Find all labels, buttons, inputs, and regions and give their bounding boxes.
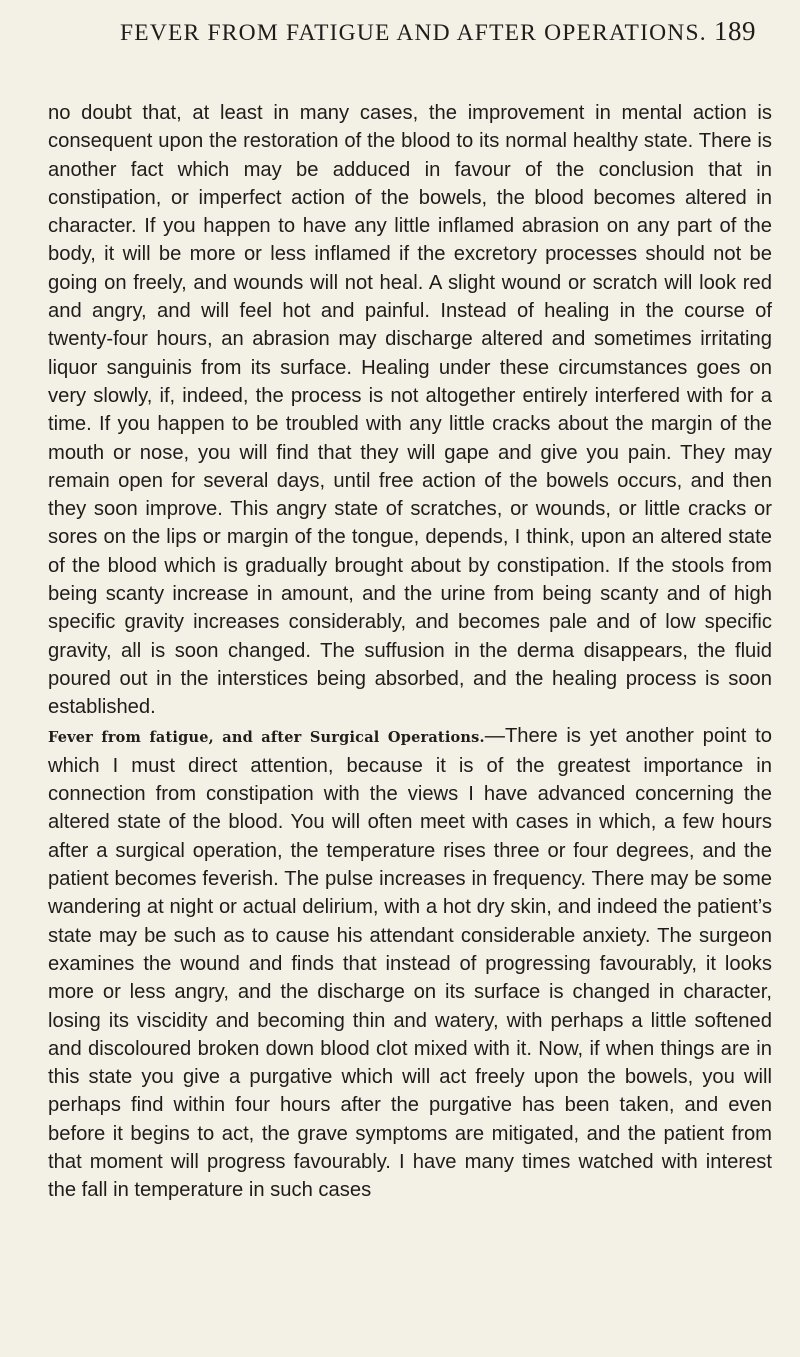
page-number: 189 <box>714 16 756 46</box>
section-heading: Fever from fatigue, and after Surgical Operations. <box>48 728 485 746</box>
paragraph-1: no doubt that, at least in many cases, the improvement in mental action is consequent upon the restoration of the blood to its normal healthy state. There is another fact which may be adduced in favour of the conclusion that in constipation, or imperfect action of the bowels, the blood becomes altered in character. If you happen to have any little inflamed abrasion on any part of the body, it will be more or less inflamed if the excretory processes should not be going on freely, and wounds will not heal. A slight wound or scratch will look red and angry, and will feel hot and painful. Instead of healing in the course of twenty-four hours, an abrasion may discharge altered and sometimes irritating liquor sanguinis from its surface. Healing under these circumstances goes on very slowly, if, indeed, the process is not altogether entirely interfered with for a time. If you happen to be troubled with any little cracks about the margin of the mouth or nose, you will find that they will gape and give you pain. They may remain open for several days, until free action of the bowels occurs, and then they soon improve. This angry state of scratches, or wounds, or little cracks or sores on the lips or margin of the tongue, depends, I think, upon an altered state of the blood which is gradually brought about by constipation. If the stools from being scanty increase in amount, and the urine from being scanty and of high specific gravity increases considerably, and becomes pale and of low specific gravity, all is soon changed. The suffusion in the derma disappears, the fluid poured out in the interstices being absorbed, and the healing process is soon established. <box>48 102 772 719</box>
body-text <box>48 99 772 1205</box>
running-title: FEVER FROM FATIGUE AND AFTER OPERATIONS. <box>120 20 707 46</box>
running-head <box>48 14 772 64</box>
paragraph-2-text: —There is yet another point to which I must direct attention, because it is of the greatest importance in connection from constipation with the views I have advanced concerning the altered state of the blood. You will often meet with cases in which, a few hours after a surgical operation, the temperature rises three or four degrees, and the patient becomes feverish. The pulse increases in frequency. There may be some wandering at night or actual delirium, with a hot dry skin, and indeed the patient’s state may be such as to cause his attendant considerable anxiety. The surgeon examines the wound and finds that instead of progressing favourably, it looks more or less angry, and the discharge on its surface is changed in character, losing its viscidity and becoming thin and watery, with perhaps a little softened and discoloured broken down blood clot mixed with it. Now, if when things are in this state you give a purgative which will act freely upon the bowels, you will perhaps find within four hours after the purgative has been taken, and even before it begins to act, the grave symptoms are mitigated, and the patient from that moment will progress favourably. I have many times watched with interest the fall in temperature in such cases <box>48 724 772 1202</box>
paragraph-2 <box>48 722 772 1205</box>
